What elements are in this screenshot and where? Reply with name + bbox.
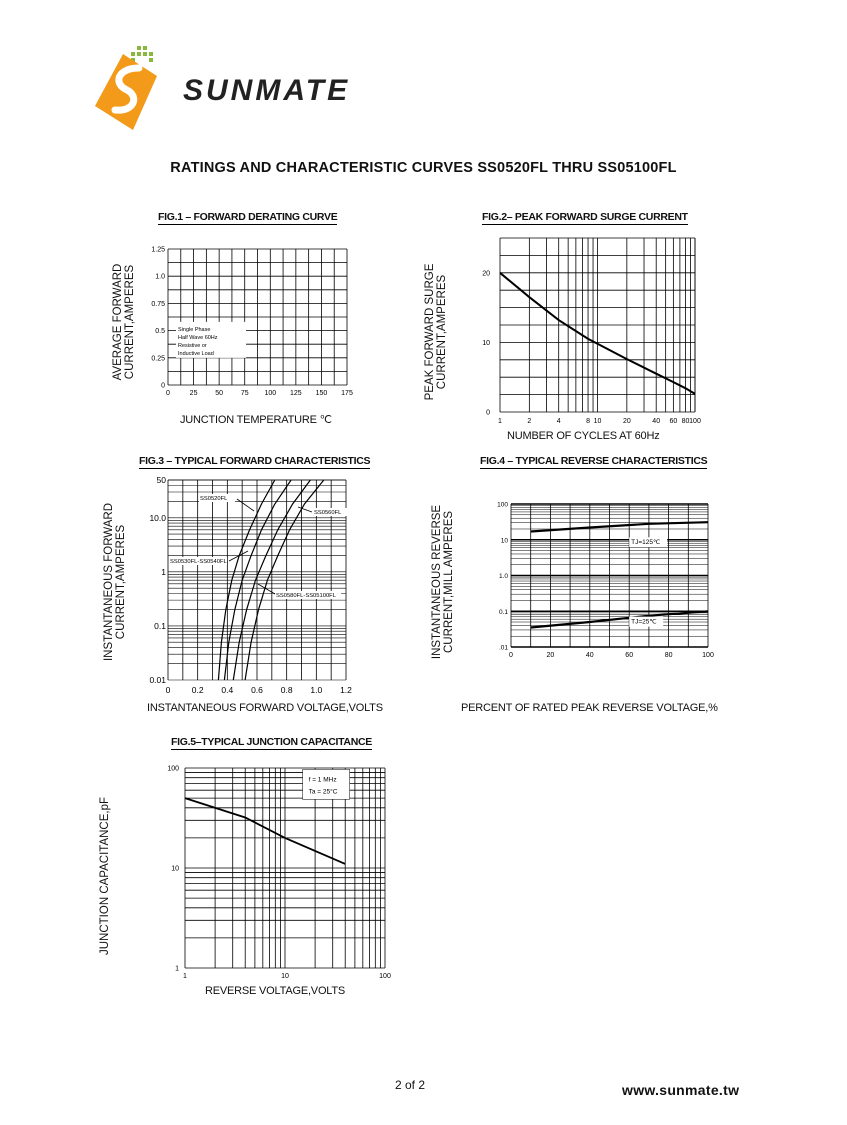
fig3-curve-label: SS0580FL-SS05100FL [276, 593, 336, 599]
fig3-y-tick: 10.0 [149, 512, 166, 523]
fig1-y-tick: 0 [161, 382, 165, 390]
fig4-ylabel-line1: INSTANTANEOUS REVERSE [431, 504, 443, 660]
fig1-annotation-text: Resistive or [178, 342, 207, 349]
fig4-y-tick: 1.0 [498, 573, 508, 580]
fig2-ylabel [424, 252, 448, 412]
fig5-y-tick: 1 [175, 965, 179, 973]
fig5-xlabel: REVERSE VOLTAGE,VOLTS [205, 985, 346, 997]
fig3-ylabel-line2: CURRENT,AMPERES [115, 524, 127, 640]
fig2-x-tick: 20 [622, 418, 631, 425]
fig4-x-tick: 80 [664, 652, 673, 659]
fig3-x-tick: 0.4 [221, 685, 234, 695]
fig3-y-tick: 0.1 [154, 620, 166, 631]
fig2-x-tick: 100 [689, 418, 701, 425]
fig1-ylabel [112, 242, 136, 402]
fig3-x-tick: 0.2 [191, 685, 204, 695]
fig5-y-tick: 100 [167, 765, 179, 773]
fig4-x-tick: 0 [509, 652, 513, 659]
fig3-x-tick: 0 [165, 685, 171, 695]
fig2-y-tick: 20 [482, 270, 490, 278]
fig5-x-tick: 1 [183, 973, 187, 980]
fig1-ylabel-line2: CURRENT,AMPERES [124, 264, 136, 380]
fig2-y-tick: 10 [482, 339, 490, 347]
fig3-xlabel: INSTANTANEOUS FORWARD VOLTAGE,VOLTS [147, 702, 383, 714]
fig5-ylabel-line1: JUNCTION CAPACITANCE,pF [99, 796, 111, 956]
fig3-ylabel-line1: INSTANTANEOUS FORWARD [103, 502, 115, 662]
fig2-x-tick: 40 [652, 418, 661, 425]
fig5-ylabel [99, 796, 111, 956]
fig2-x-tick: 10 [593, 418, 602, 425]
fig4-ylabel-line2: CURRENT,MILL AMPERES [443, 510, 455, 654]
fig1-title: FIG.1 – FORWARD DERATING CURVE [158, 211, 338, 223]
fig2-chart [470, 230, 720, 430]
fig3-y-tick: 0.01 [149, 675, 166, 685]
fig3-chart [140, 470, 370, 702]
fig1-x-tick: 0 [166, 390, 170, 397]
fig3-ylabel [103, 487, 127, 677]
fig3-curve-label: SS0520FL [200, 496, 228, 502]
fig1-x-tick: 100 [264, 390, 277, 397]
fig1-y-tick: 1.0 [155, 273, 165, 281]
fig3-x-tick: 0.6 [251, 685, 263, 695]
fig1-y-tick: 1.25 [151, 246, 165, 254]
fig1-xlabel: JUNCTION TEMPERATURE ℃ [180, 414, 332, 426]
fig4-series-0 [531, 522, 708, 531]
fig2-ylabel-line1: PEAK FORWARD SURGE [424, 263, 436, 401]
fig1-x-tick: 50 [215, 390, 224, 397]
fig4-series-label: TJ=125℃ [631, 539, 661, 547]
footer-url[interactable]: www.sunmate.tw [622, 1082, 740, 1098]
fig1-annotation-text: Inductive Load [178, 350, 214, 357]
fig2-x-tick: 8 [586, 418, 591, 425]
fig3-label-leader [258, 584, 275, 594]
fig1-chart [140, 240, 370, 410]
fig5-x-tick: 10 [281, 973, 289, 980]
fig2-x-tick: 80 [681, 418, 690, 425]
fig1-annotation-text: Single Phase [178, 326, 211, 333]
fig2-ylabel-line2: CURRENT,AMPERES [436, 274, 448, 390]
fig1-x-tick: 150 [315, 390, 328, 397]
fig4-x-tick: 60 [625, 652, 634, 659]
fig4-chart [480, 492, 730, 667]
brand-name: SUNMATE [183, 74, 351, 107]
fig1-annotation-text: Half Wave 60Hz [178, 334, 218, 341]
fig4-x-tick: 40 [585, 652, 594, 659]
fig2-x-tick: 60 [669, 418, 678, 425]
fig1-x-tick: 75 [240, 390, 249, 397]
fig1-y-tick: 0.5 [155, 328, 165, 336]
fig5-x-tick: 100 [379, 973, 391, 980]
fig3-x-tick: 1.0 [310, 685, 323, 695]
brand-logo [95, 44, 365, 134]
fig5-y-tick: 10 [171, 865, 179, 873]
page-number: 2 of 2 [395, 1078, 426, 1092]
fig3-curve-label: SS0560FL [314, 510, 342, 516]
fig2-title: FIG.2– PEAK FORWARD SURGE CURRENT [482, 211, 688, 223]
page-title: RATINGS AND CHARACTERISTIC CURVES SS0520FL THRU SS05100FL [170, 160, 677, 176]
fig4-ylabel [431, 487, 455, 677]
fig4-title: FIG.4 – TYPICAL REVERSE CHARACTERISTICS [480, 455, 708, 467]
fig4-y-tick: 100 [497, 501, 508, 509]
fig4-x-tick: 100 [702, 652, 714, 659]
sunmate-logo-icon [95, 44, 365, 134]
fig2-x-tick: 2 [527, 418, 532, 425]
fig4-y-tick: 0.1 [498, 608, 508, 616]
fig4-y-tick: .01 [498, 644, 508, 652]
fig1-y-tick: 0.25 [151, 355, 165, 363]
fig3-title: FIG.3 – TYPICAL FORWARD CHARACTERISTICS [139, 455, 371, 467]
fig3-x-tick: 1.2 [340, 685, 352, 695]
fig4-series-label: TJ=25℃ [631, 618, 657, 626]
fig5-title: FIG.5–TYPICAL JUNCTION CAPACITANCE [171, 736, 372, 748]
fig5-legend-text: Ta = 25°C [308, 788, 338, 796]
fig2-xlabel: NUMBER OF CYCLES AT 60Hz [507, 430, 660, 442]
fig3-x-tick: 0.8 [280, 685, 293, 695]
fig1-x-tick: 125 [290, 390, 302, 397]
fig4-xlabel: PERCENT OF RATED PEAK REVERSE VOLTAGE,% [461, 702, 718, 714]
fig3-y-tick: 50 [156, 475, 166, 485]
fig2-y-tick: 0 [486, 409, 490, 417]
fig1-y-tick: 0.75 [151, 300, 165, 308]
fig4-y-tick: 10 [500, 537, 508, 545]
fig5-legend-text: f = 1 MHz [308, 776, 337, 784]
fig3-label-leader [237, 499, 254, 511]
fig1-x-tick: 175 [341, 390, 353, 397]
fig4-x-tick: 20 [546, 652, 555, 659]
fig5-chart [160, 760, 400, 985]
fig3-curve-label: SS0530FL-SS0540FL [170, 559, 227, 565]
fig1-x-tick: 25 [189, 390, 198, 397]
fig1-ylabel-line1: AVERAGE FORWARD [112, 263, 124, 381]
fig2-x-tick: 1 [498, 418, 502, 425]
fig3-y-tick: 1 [161, 566, 166, 577]
fig2-x-tick: 4 [556, 418, 561, 425]
